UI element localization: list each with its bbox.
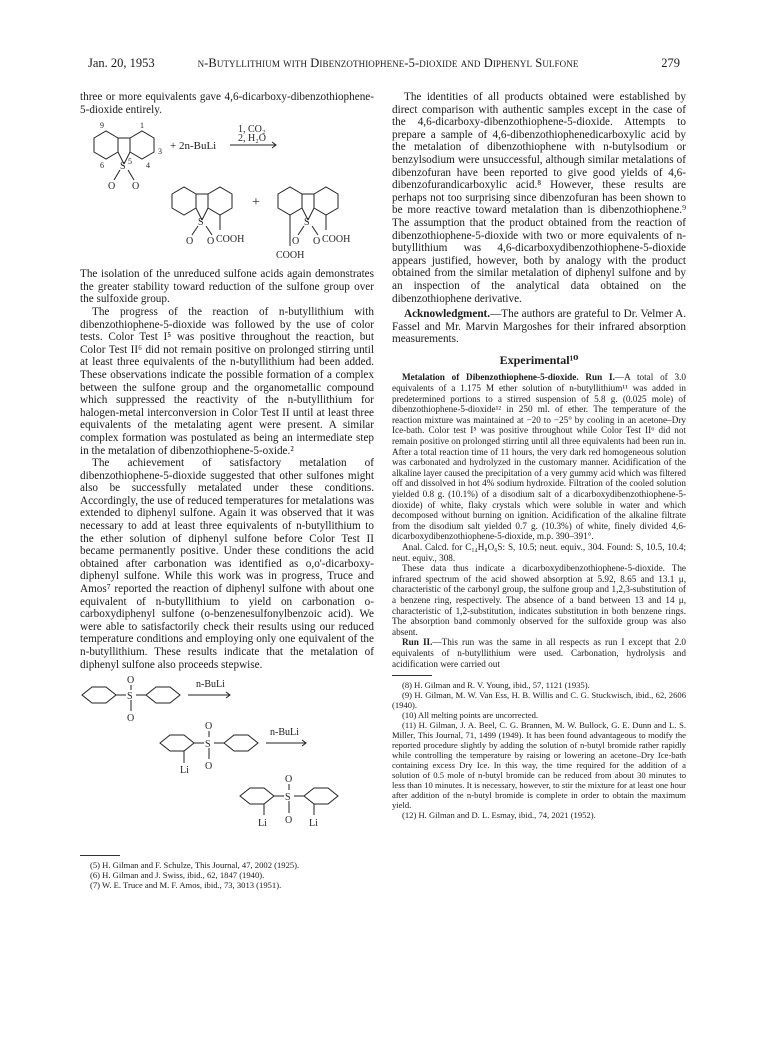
oxygen-atom: O: [285, 815, 293, 827]
right-column: [392, 91, 686, 820]
oxygen-atom: O: [205, 761, 213, 773]
reaction-scheme-1: [80, 118, 374, 266]
sulfur-atom: S: [120, 161, 126, 173]
left-column: [80, 91, 374, 890]
oxygen-atom: O: [207, 236, 215, 248]
run-2-heading: Run II.: [402, 637, 433, 648]
atom-label-6: 6: [100, 161, 104, 171]
carboxyl-group: COOH: [276, 250, 305, 262]
run-1-paragraph: [392, 372, 686, 542]
carboxyl-group: COOH: [322, 234, 351, 246]
sulfur-atom: S: [198, 217, 204, 229]
atom-label-9: 9: [100, 121, 104, 131]
sulfur-atom: S: [285, 792, 291, 804]
footnote-divider: [392, 675, 432, 676]
footnote: (8) H. Gilman and R. V. Young, ibid., 57, 1121 (1935).: [402, 680, 590, 691]
atom-label-5: 5: [128, 157, 132, 167]
analysis-paragraph: Anal. Calcd. for C₁₄H₈O₆S: S, 10.5; neut. equiv., 304. Found: S, 10.5, 10.4; neut. equiv., 308.: [392, 541, 686, 563]
header-title: n-Butyllithium with Dibenzothiophene-5-dioxide and Diphenyl Sulfone: [197, 56, 579, 70]
buli-reagent: n-BuLi: [270, 727, 299, 739]
oxygen-atom: O: [127, 713, 135, 725]
paragraph: The identities of all products obtained were established by direct comparison with authentic samples except in the case of the 4,6-dicarboxy-dibenzothiophene-5-dioxide. Attempts to prepare a sample of 4,6-dibenzothiophenedicarboxylic acid by the metalation of dibenzothiophene with n-butylsodium or benzylsodium were unsuccessful, although similar metalations of dibenzofuran have been reported to give good yields of 4,6-dibenzofurandicarboxylic acid.⁸ However, these results are perhaps not too surprising since dibenzofuran has been shown to be more reactive toward metalation than is dibenzothiophene.⁹ The assumption that the product obtained from the reaction of dibenzothiophene-5-dioxide with two or more equivalents of n-butyllithium was 4,6-dicarboxydibenzothiophene-5-dioxide appears justified, however, both by analogy with the product obtained from the similar metalation of diphenyl sulfone and by an inspection of the analytical data obtained on the dibenzothiophene derivative.: [392, 91, 686, 305]
footnotes-right: [392, 680, 686, 820]
lithium-atom: Li: [258, 818, 267, 830]
reagent-step-1: 1, CO₂: [238, 124, 266, 136]
acknowledgment-heading: Acknowledgment.: [404, 308, 491, 321]
paragraph: The progress of the reaction of n-butyllithium with dibenzothiophene-5-dioxide was followed by the use of color tests. Color Test I⁵ was positive throughout the reaction, but Color Test II⁶ did not remain positive on prolonged stirring until at least three equivalents of the n-butyllithium had been added. These observations indicate the possible formation of a complex between the sulfone group and the organometallic compound which suppressed the reactivity of the n-butyllithium for halogen-metal interconversion in Color Test II until at least three equivalents of the metalating agent were present. A similar complex formation was postulated as being an intermediate step in the metalation of dibenzothiophene-5-oxide.²: [80, 305, 374, 457]
oxygen-atom: O: [132, 181, 140, 193]
buli-reagent: + 2n-BuLi: [170, 140, 217, 153]
run-1-heading: Metalation of Dibenzothiophene-5-dioxide. Run I.: [402, 372, 615, 383]
oxygen-atom: O: [186, 236, 194, 248]
paragraph: The achievement of satisfactory metalation of dibenzothiophene-5-dioxide suggested that other sulfones might also be successfully metalated under these conditions. Accordingly, the use of reduced temperatures for metalations was extended to diphenyl sulfone. Again it was observed that it was necessary to add at least three equivalents of n-butyllithium to the ether solution of diphenyl sulfone before Color Test II became permanently positive. Under these conditions the acid obtained after carbonation was identified as o,o'-dicarboxy-diphenyl sulfone. While this work was in progress, Truce and Amos⁷ reported the reaction of diphenyl sulfone with about one equivalent of n-butyllithium to yield on carbonation o-carboxydiphenyl sulfone (o-benzenesulfonylbenzoic acid). We were able to satisfactorily check their results using our reduced temperature conditions and employing only one equivalent of the n-butyllithium. These results indicate that the metalation of diphenyl sulfone also proceeds stepwise.: [80, 457, 374, 671]
run-1-text: —A total of 3.0 equivalents of a 1.175 M ether solution of n-butyllithium¹¹ was added in predetermined portions to a stirred suspension of 5.8 g. (0.025 mole) of dibenzothiophene-5-dioxide¹² in 250 ml. of ether. The temperature of the reaction mixture was maintained at −20 to −25° by cooling in an acetone–Dry Ice-bath. Color test I⁵ was positive throughout while Color Test II⁶ did not remain positive on prolonged stirring until all three equivalents had been run in. After a total reaction time of 11 hours, the very dark red homogeneous solution was carbonated and hydrolyzed in the customary manner. Acidification of the alkaline layer caused the precipitation of a very gummy acid which was filtered off and dissolved in hot 4% sodium hydroxide. Filtration of the cooled solution yielded 0.8 g. (10.1%) of a disodium salt of a dicarboxydibenzothiophene-5-dioxide) of white, flaky crystals which were soluble in water and which decomposed without burning on ignition. Acidification of the alkaline filtrate from the disodium salt yielded 0.7 g. (10.3%) of white, finely divided 4,6-dicarboxydibenzothiophene-5-dioxide, m.p. 390–391°.: [392, 372, 686, 542]
reagent-step-2: 2, H₂O: [238, 133, 266, 145]
running-header: [88, 56, 680, 72]
carboxyl-group: COOH: [216, 234, 245, 246]
atom-label-4: 4: [146, 161, 150, 171]
footnote: (5) H. Gilman and F. Schulze, This Journal, 47, 2002 (1925).: [90, 860, 300, 871]
oxygen-atom: O: [285, 774, 293, 786]
plus-sign: +: [252, 195, 260, 211]
footnote-divider: [80, 855, 120, 856]
acknowledgment-text: —The authors are grateful to Dr. Velmer A. Fassel and Mr. Marvin Margoshes for their infrared absorption measurements.: [392, 308, 686, 346]
footnote: (9) H. Gilman, M. W. Van Ess, H. B. Willis and C. G. Stuckwisch, ibid., 62, 2606 (1940).: [392, 690, 686, 711]
acknowledgment-paragraph: [392, 308, 686, 346]
oxygen-atom: O: [292, 236, 300, 248]
lithium-atom: Li: [180, 765, 189, 777]
footnote: (6) H. Gilman and J. Swiss, ibid., 62, 1847 (1940).: [90, 870, 265, 881]
footnote: (12) H. Gilman and D. L. Esmay, ibid., 74, 2021 (1952).: [402, 810, 596, 821]
oxygen-atom: O: [127, 675, 135, 687]
footnotes-left: [80, 860, 374, 890]
footnote: (11) H. Gilman, J. A. Beel, C. G. Brannen, M. W. Bullock, G. E. Dunn and L. S. Miller, This Journal, 71, 1499 (1949). It has been found advantageous to modify the reported procedure slightly by adding the solution of n-butyl bromide rather rapidly while controlling the temperature by raising or lowering an acetone–Dry Ice-bath containing excess Dry Ice. In this way, the time required for the addition of a solution of 0.5 mole of n-butyl bromide can be reduced from about 30 minutes to less than 10 minutes. It is necessary, however, to stir the mixture for at least one hour after addition of the n-butyl bromide is complete in order to obtain the maximum yield.: [392, 720, 686, 811]
footnote: (10) All melting points are uncorrected.: [402, 710, 539, 721]
atom-label-1: 1: [140, 121, 144, 131]
run-2-paragraph: [392, 637, 686, 669]
paragraph: The isolation of the unreduced sulfone acids again demonstrates the greater stability toward reduction of the sulfone group over the sulfoxide group.: [80, 268, 374, 306]
reaction-scheme-2: [80, 673, 374, 851]
run-2-text: —This run was the same in all respects as run I except that 2.0 equivalents of n-butyllithium were used. Carbonation, hydrolysis and acidification were carried out: [392, 637, 686, 669]
paragraph: These data thus indicate a dicarboxydibenzothiophene-5-dioxide. The infrared spectrum of the acid showed absorption at 5.92, 8.65 and 13.1 μ, characteristic of the carbonyl group, the sulfone group and 1,2,3-substitution of a benzene ring, respectively. The absence of a band between 13 and 14 μ, characteristic of 1,2-substitution, indicates substitution in both benzene rings. The absorption band commonly observed for the sulfoxide group was also absent.: [392, 563, 686, 637]
atom-label-3: 3: [158, 147, 162, 157]
lithium-atom: Li: [309, 818, 318, 830]
sulfur-atom: S: [127, 691, 133, 703]
buli-reagent: n-BuLi: [196, 679, 225, 691]
sulfur-atom: S: [205, 739, 211, 751]
header-date: Jan. 20, 1953: [88, 56, 155, 70]
oxygen-atom: O: [108, 181, 116, 193]
page-number: 279: [661, 56, 680, 70]
oxygen-atom: O: [313, 236, 321, 248]
intro-paragraph: three or more equivalents gave 4,6-dicarboxy-dibenzothiophene-5-dioxide entirely.: [80, 91, 374, 116]
oxygen-atom: O: [205, 721, 213, 733]
experimental-section: [392, 372, 686, 669]
section-heading-experimental: Experimental¹⁰: [499, 352, 579, 367]
sulfur-atom: S: [304, 217, 310, 229]
footnote: (7) W. E. Truce and M. F. Amos, ibid., 73, 3013 (1951).: [90, 880, 282, 891]
